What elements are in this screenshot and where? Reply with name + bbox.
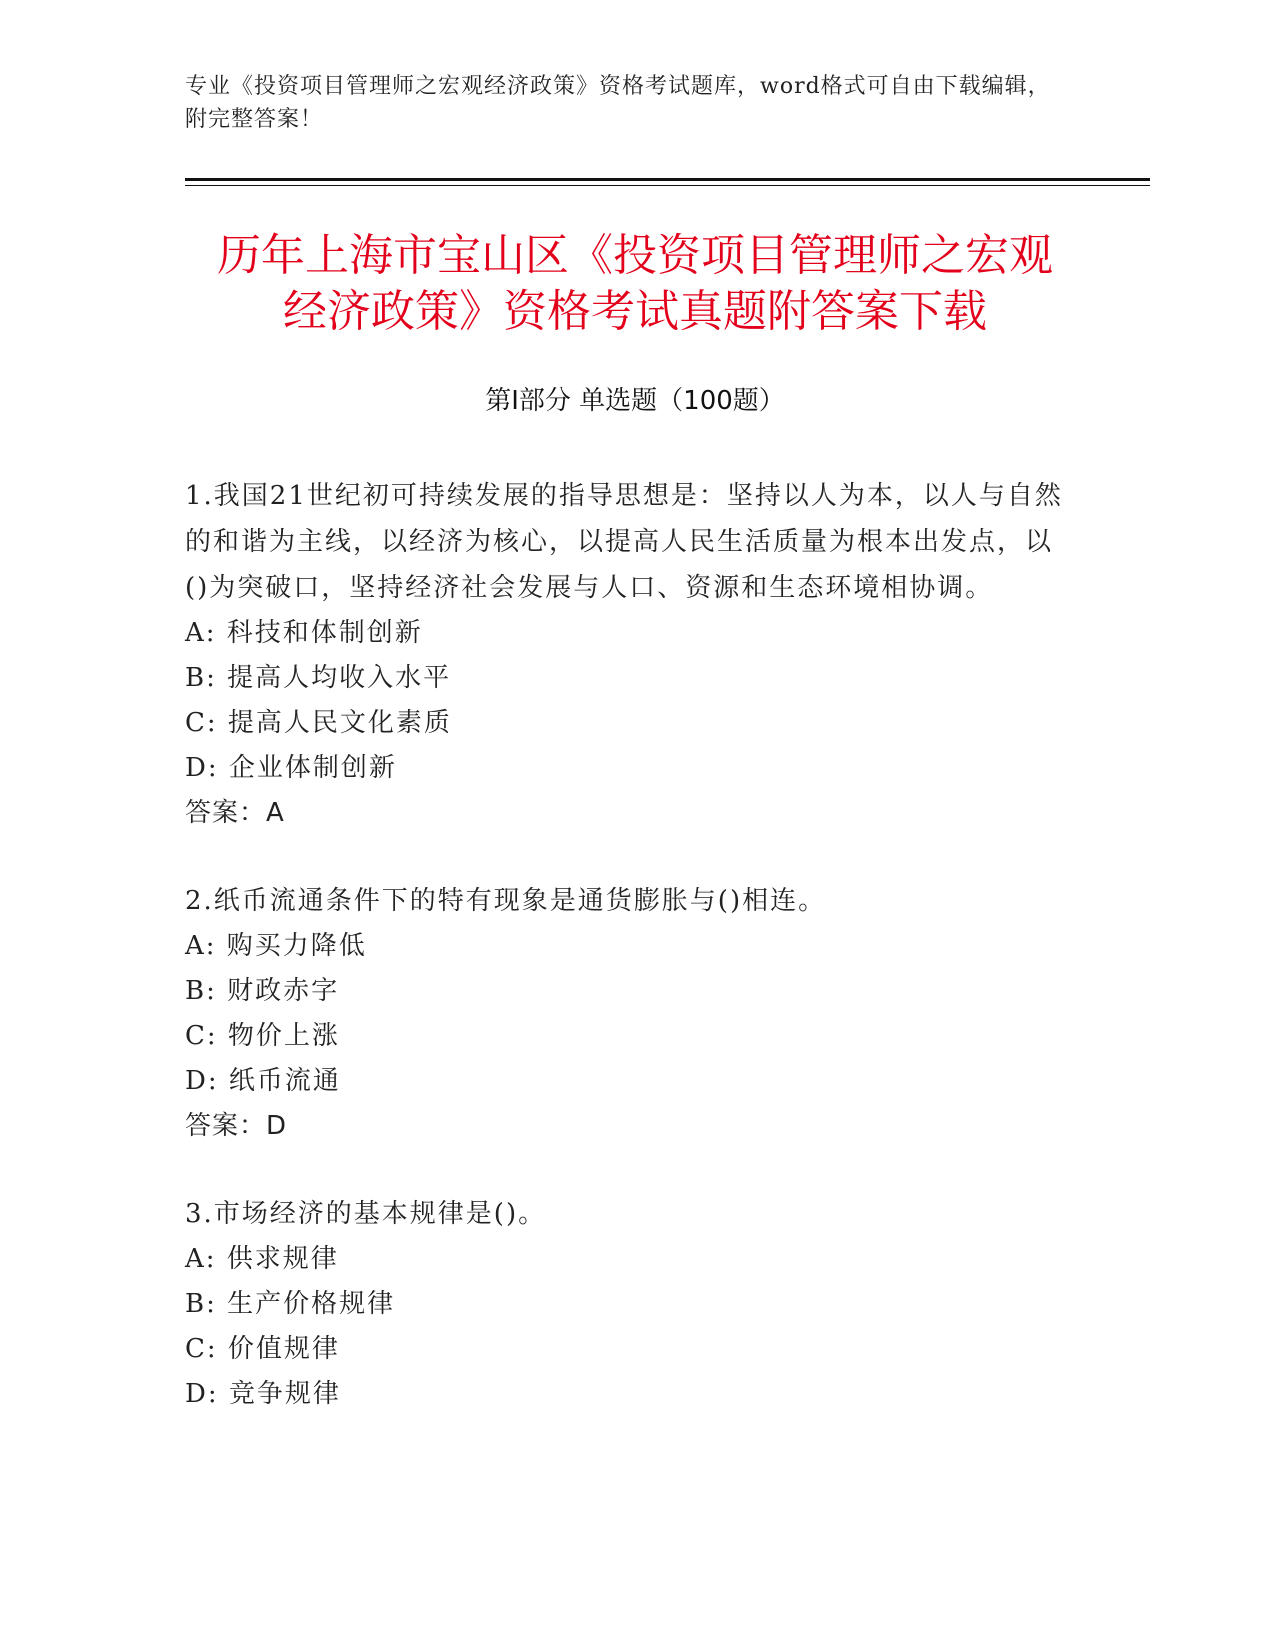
answer-line: 答案：D	[185, 1111, 288, 1141]
option-b: B: 财政赤字	[185, 976, 340, 1006]
option-d: D: 竞争规律	[185, 1379, 341, 1409]
question-item	[185, 878, 1065, 1149]
document-title-line-1: 历年上海市宝山区《投资项目管理师之宏观	[217, 230, 1053, 281]
header-divider-thick	[185, 178, 1150, 181]
question-stem: 1.我国21世纪初可持续发展的指导思想是：坚持以人为本，以人与自然的和谐为主线，以经济为核心，以提高人民生活质量为根本出发点，以()为突破口，坚持经济社会发展与人口、资源和生态环境相协调。	[185, 481, 1063, 603]
option-d: D: 纸币流通	[185, 1066, 341, 1096]
option-c: C: 提高人民文化素质	[185, 708, 452, 738]
header-divider-thin	[185, 185, 1150, 186]
option-b: B: 生产价格规律	[185, 1289, 396, 1319]
question-stem: 2.纸币流通条件下的特有现象是通货膨胀与()相连。	[185, 886, 827, 916]
option-a: A: 供求规律	[185, 1244, 339, 1274]
option-b: B: 提高人均收入水平	[185, 663, 452, 693]
option-d: D: 企业体制创新	[185, 753, 397, 783]
document-title-line-2: 经济政策》资格考试真题附答案下载	[283, 286, 987, 337]
question-stem: 3.市场经济的基本规律是()。	[185, 1199, 547, 1229]
document-title	[185, 228, 1085, 340]
question-item	[185, 1191, 1065, 1417]
question-item	[185, 473, 1065, 836]
option-a: A: 购买力降低	[185, 931, 367, 961]
option-c: C: 价值规律	[185, 1334, 340, 1364]
header-note: 专业《投资项目管理师之宏观经济政策》资格考试题库，word格式可自由下载编辑，附完整答案！	[185, 74, 1051, 132]
question-list	[185, 473, 1065, 1459]
option-c: C: 物价上涨	[185, 1021, 340, 1051]
option-a: A: 科技和体制创新	[185, 618, 423, 648]
section-heading: 第Ⅰ部分 单选题（100题）	[485, 386, 785, 416]
answer-line: 答案：A	[185, 798, 285, 828]
